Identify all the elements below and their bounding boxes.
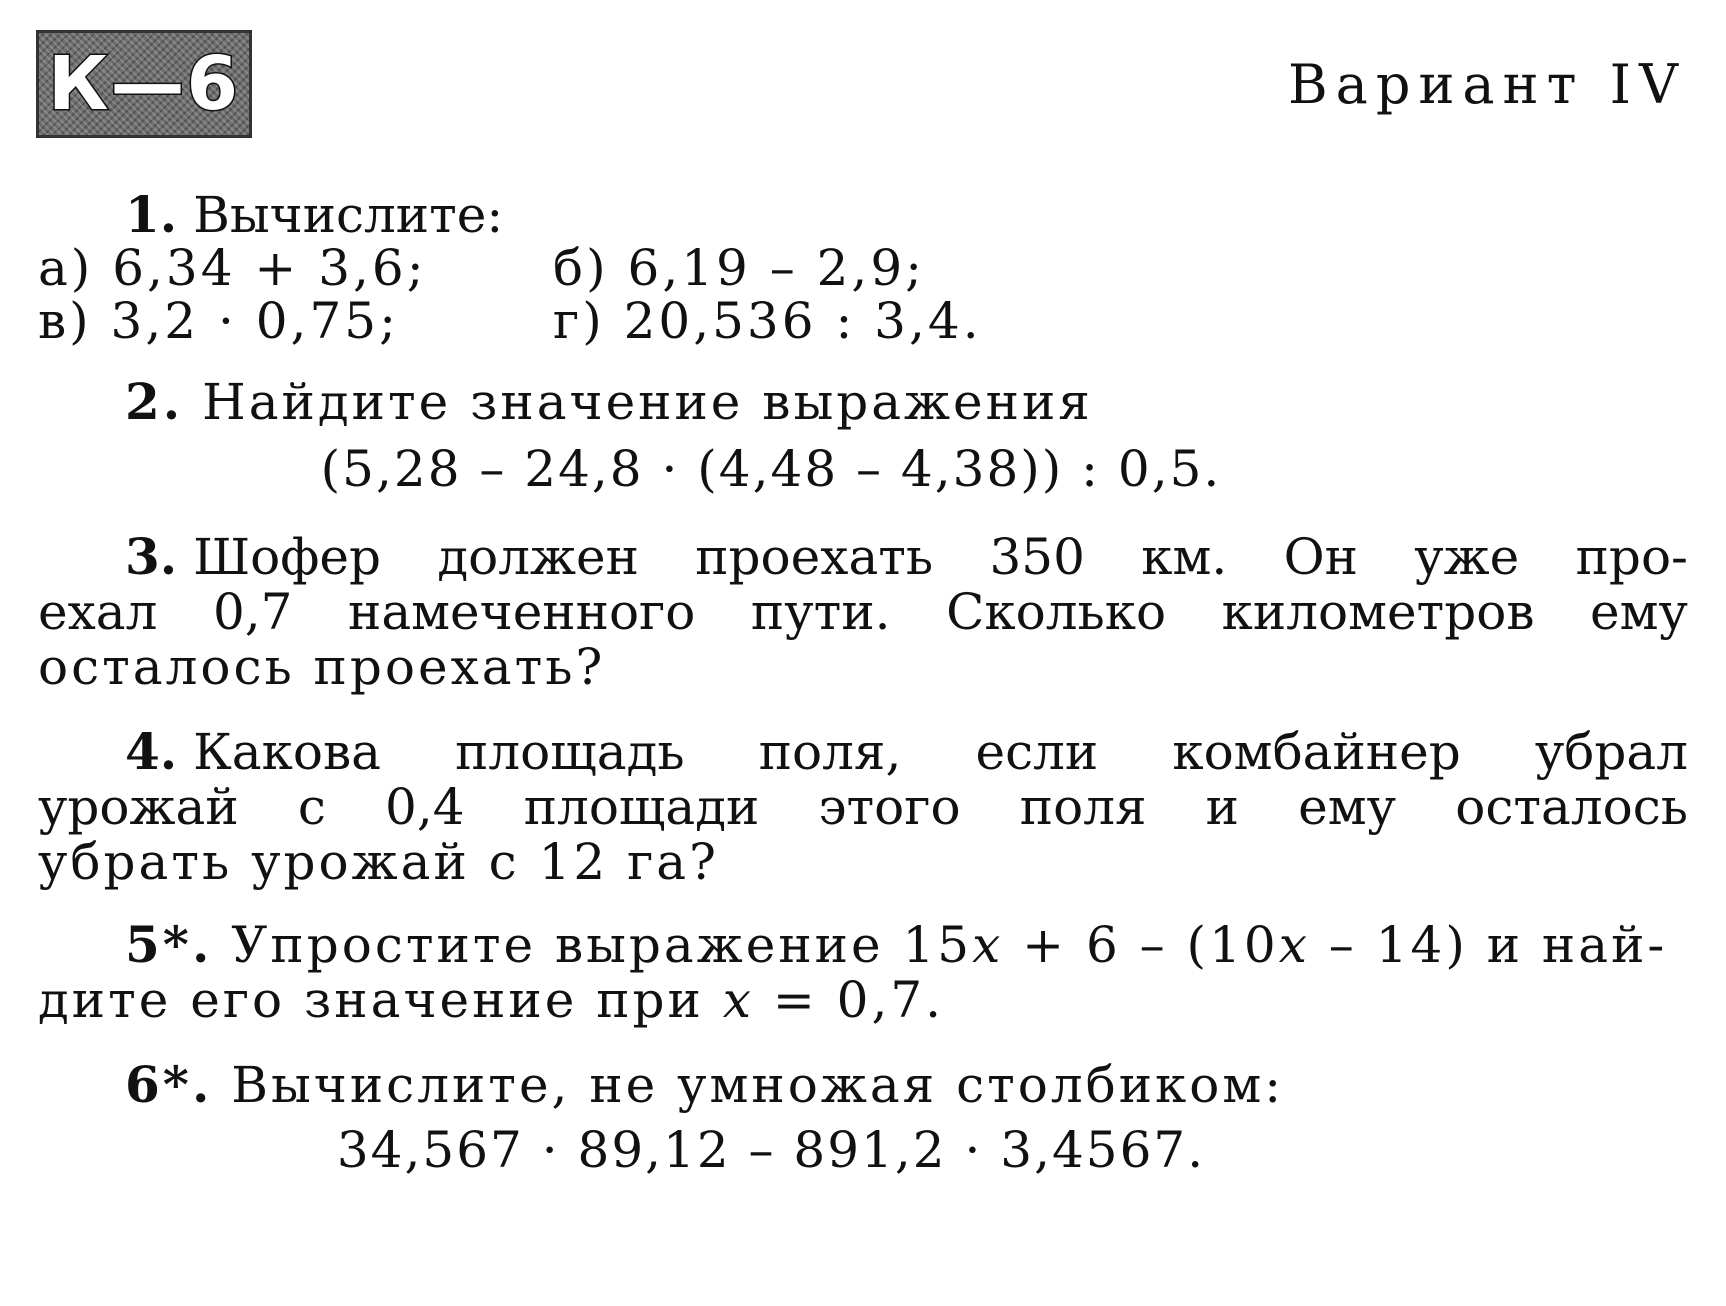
task1-item-a: а) 6,34 + 3,6;: [38, 239, 427, 297]
task4-line1: [125, 722, 1688, 781]
task5-variable: x: [722, 971, 754, 1029]
task5-line2: [38, 971, 945, 1029]
task5-text-e: = 0,7.: [753, 971, 945, 1029]
task4-word: этого: [818, 778, 961, 836]
task1-item-c: в) 3,2 · 0,75;: [38, 292, 399, 350]
task4-word: поля,: [758, 723, 902, 781]
task3-word: Он: [1283, 528, 1358, 586]
task3-word: намеченного: [348, 583, 696, 641]
task2-title: Найдите значение выражения: [202, 373, 1093, 431]
task3-word: 0,7: [212, 583, 293, 641]
task3-word: проехать: [695, 528, 934, 586]
task4-word: с: [297, 778, 326, 836]
task3-word: про-: [1575, 528, 1688, 586]
task3-line1: [125, 527, 1688, 586]
task4-word: если: [975, 723, 1099, 781]
task4-word: осталось: [1455, 778, 1688, 836]
task3-line3: осталось проехать?: [38, 638, 606, 696]
task5-text-a: Упростите выражение 15: [231, 916, 973, 974]
task2-number: 2.: [125, 372, 184, 431]
task4-word: площади: [523, 778, 760, 836]
task4-word: убрал: [1534, 723, 1688, 781]
task1-item-b: б) 6,19 – 2,9;: [553, 239, 925, 297]
task2-expression: (5,28 – 24,8 · (4,48 – 4,38)) : 0,5.: [320, 440, 1222, 498]
task6-expression: 34,567 · 89,12 – 891,2 · 3,4567.: [336, 1121, 1206, 1179]
task3-line2: [38, 583, 1688, 641]
task1-heading: [125, 185, 504, 244]
task6-number: 6*.: [125, 1055, 213, 1114]
task4-word: ему: [1298, 778, 1397, 836]
task4-word: 0,4: [385, 778, 465, 836]
task1-row1: [38, 239, 925, 297]
task5-text-d: дите его значение при: [38, 971, 723, 1029]
task5-text-c: – 14) и най-: [1309, 916, 1668, 974]
badge-label: К—6: [48, 41, 240, 127]
task4-line2: [38, 778, 1688, 836]
task5-line1: [125, 915, 1668, 974]
task1-number: 1.: [125, 185, 178, 244]
task3-word: километров: [1221, 583, 1535, 641]
task5-text-b: + 6 – (10: [1003, 916, 1279, 974]
task4-word: 4. Какова: [125, 722, 381, 781]
task3-word: Сколько: [946, 583, 1167, 641]
task6-title: Вычислите, не умножая столбиком:: [231, 1056, 1285, 1114]
task5-variable: x: [1278, 916, 1310, 974]
task4-word: поля: [1019, 778, 1147, 836]
task4-word: комбайнер: [1172, 723, 1461, 781]
task5-number: 5*.: [125, 915, 213, 974]
task3-word: ехал: [38, 583, 158, 641]
task3-word: уже: [1414, 528, 1520, 586]
task3-word: км.: [1141, 528, 1228, 586]
task4-line3: убрать урожай с 12 га?: [38, 833, 719, 891]
task3-word: должен: [437, 528, 639, 586]
task2-heading: [125, 372, 1093, 431]
task4-word: урожай: [38, 778, 239, 836]
task1-row2: [38, 292, 982, 350]
task1-item-d: г) 20,536 : 3,4.: [553, 292, 982, 350]
task3-word: пути.: [750, 583, 891, 641]
task6-heading: [125, 1055, 1285, 1114]
test-badge: [36, 30, 252, 138]
task1-title: Вычислите:: [193, 186, 504, 244]
task3-word: 350: [989, 528, 1085, 586]
task3-word: 3. Шофер: [125, 527, 381, 586]
task5-variable: x: [972, 916, 1004, 974]
task4-word: площадь: [455, 723, 685, 781]
task4-word: и: [1205, 778, 1239, 836]
variant-title: Вариант IV: [1288, 53, 1686, 116]
task3-word: ему: [1590, 583, 1688, 641]
